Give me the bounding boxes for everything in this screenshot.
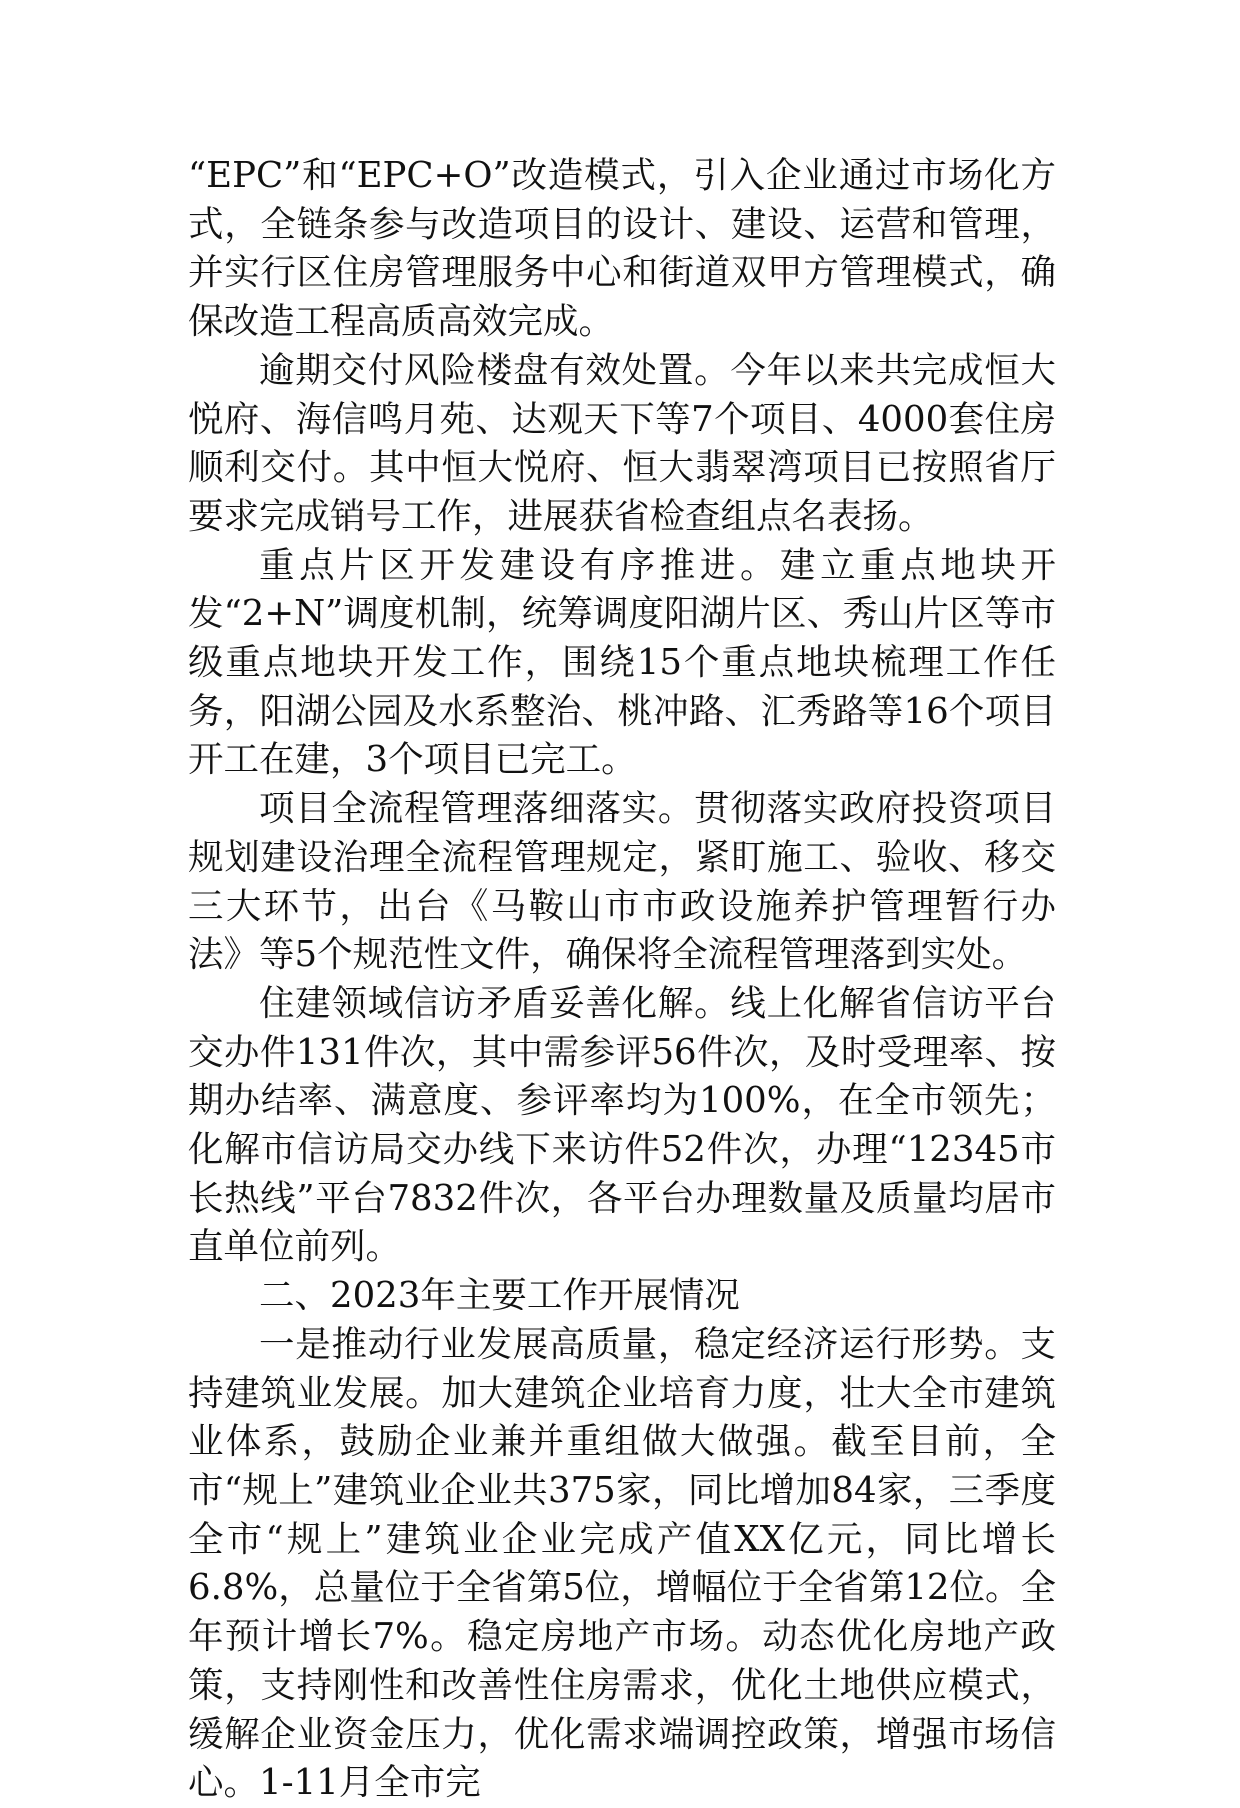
paragraph-key-area-development: 重点片区开发建设有序推进。建立重点地块开发“2+N”调度机制，统筹调度阳湖片区、秀山片区等市级重点地块开发工作，围绕15个重点地块梳理工作任务，阳湖公园及水系整治、桃冲路、汇秀路等16个项目开工在建，3个项目已完工。 — [188, 544, 1056, 781]
paragraph-industry-development: 一是推动行业发展高质量，稳定经济运行形势。支持建筑业发展。加大建筑企业培育力度，壮大全市建筑业体系，鼓励企业兼并重组做大做强。截至目前，全市“规上”建筑业企业共375家，同比增加84家，三季度全市“规上”建筑业企业完成产值XX亿元，同比增长6.8%，总量位于全省第5位，增幅位于全省第12位。全年预计增长7%。稳定房地产市场。动态优化房地产政策，支持刚性和改善性住房需求，优化土地供应模式，缓解企业资金压力，优化需求端调控政策，增强市场信心。1-11月全市完 — [188, 1323, 1056, 1804]
paragraph-petition-resolution: 住建领域信访矛盾妥善化解。线上化解省信访平台交办件131件次，其中需参评56件次，及时受理率、按期办结率、满意度、参评率均为100%，在全市领先；化解市信访局交办线下来访件52件次，办理“12345市长热线”平台7832件次，各平台办理数量及质量均居市直单位前列。 — [188, 982, 1056, 1268]
paragraph-epc-renovation-model: “EPC”和“EPC+O”改造模式，引入企业通过市场化方式，全链条参与改造项目的设计、建设、运营和管理，并实行区住房管理服务中心和街道双甲方管理模式，确保改造工程高质高效完成。 — [188, 155, 1056, 343]
paragraph-overdue-delivery: 逾期交付风险楼盘有效处置。今年以来共完成恒大悦府、海信鸣月苑、达观天下等7个项目、4000套住房顺利交付。其中恒大悦府、恒大翡翠湾项目已按照省厅要求完成销号工作，进展获省检查组点名表扬。 — [188, 349, 1056, 537]
section-heading-2023-work: 二、2023年主要工作开展情况 — [259, 1275, 740, 1317]
paragraph-project-process-management: 项目全流程管理落细落实。贯彻落实政府投资项目规划建设治理全流程管理规定，紧盯施工、验收、移交三大环节，出台《马鞍山市市政设施养护管理暂行办法》等5个规范性文件，确保将全流程管理落到实处。 — [188, 788, 1056, 976]
document-page — [188, 152, 1056, 1808]
